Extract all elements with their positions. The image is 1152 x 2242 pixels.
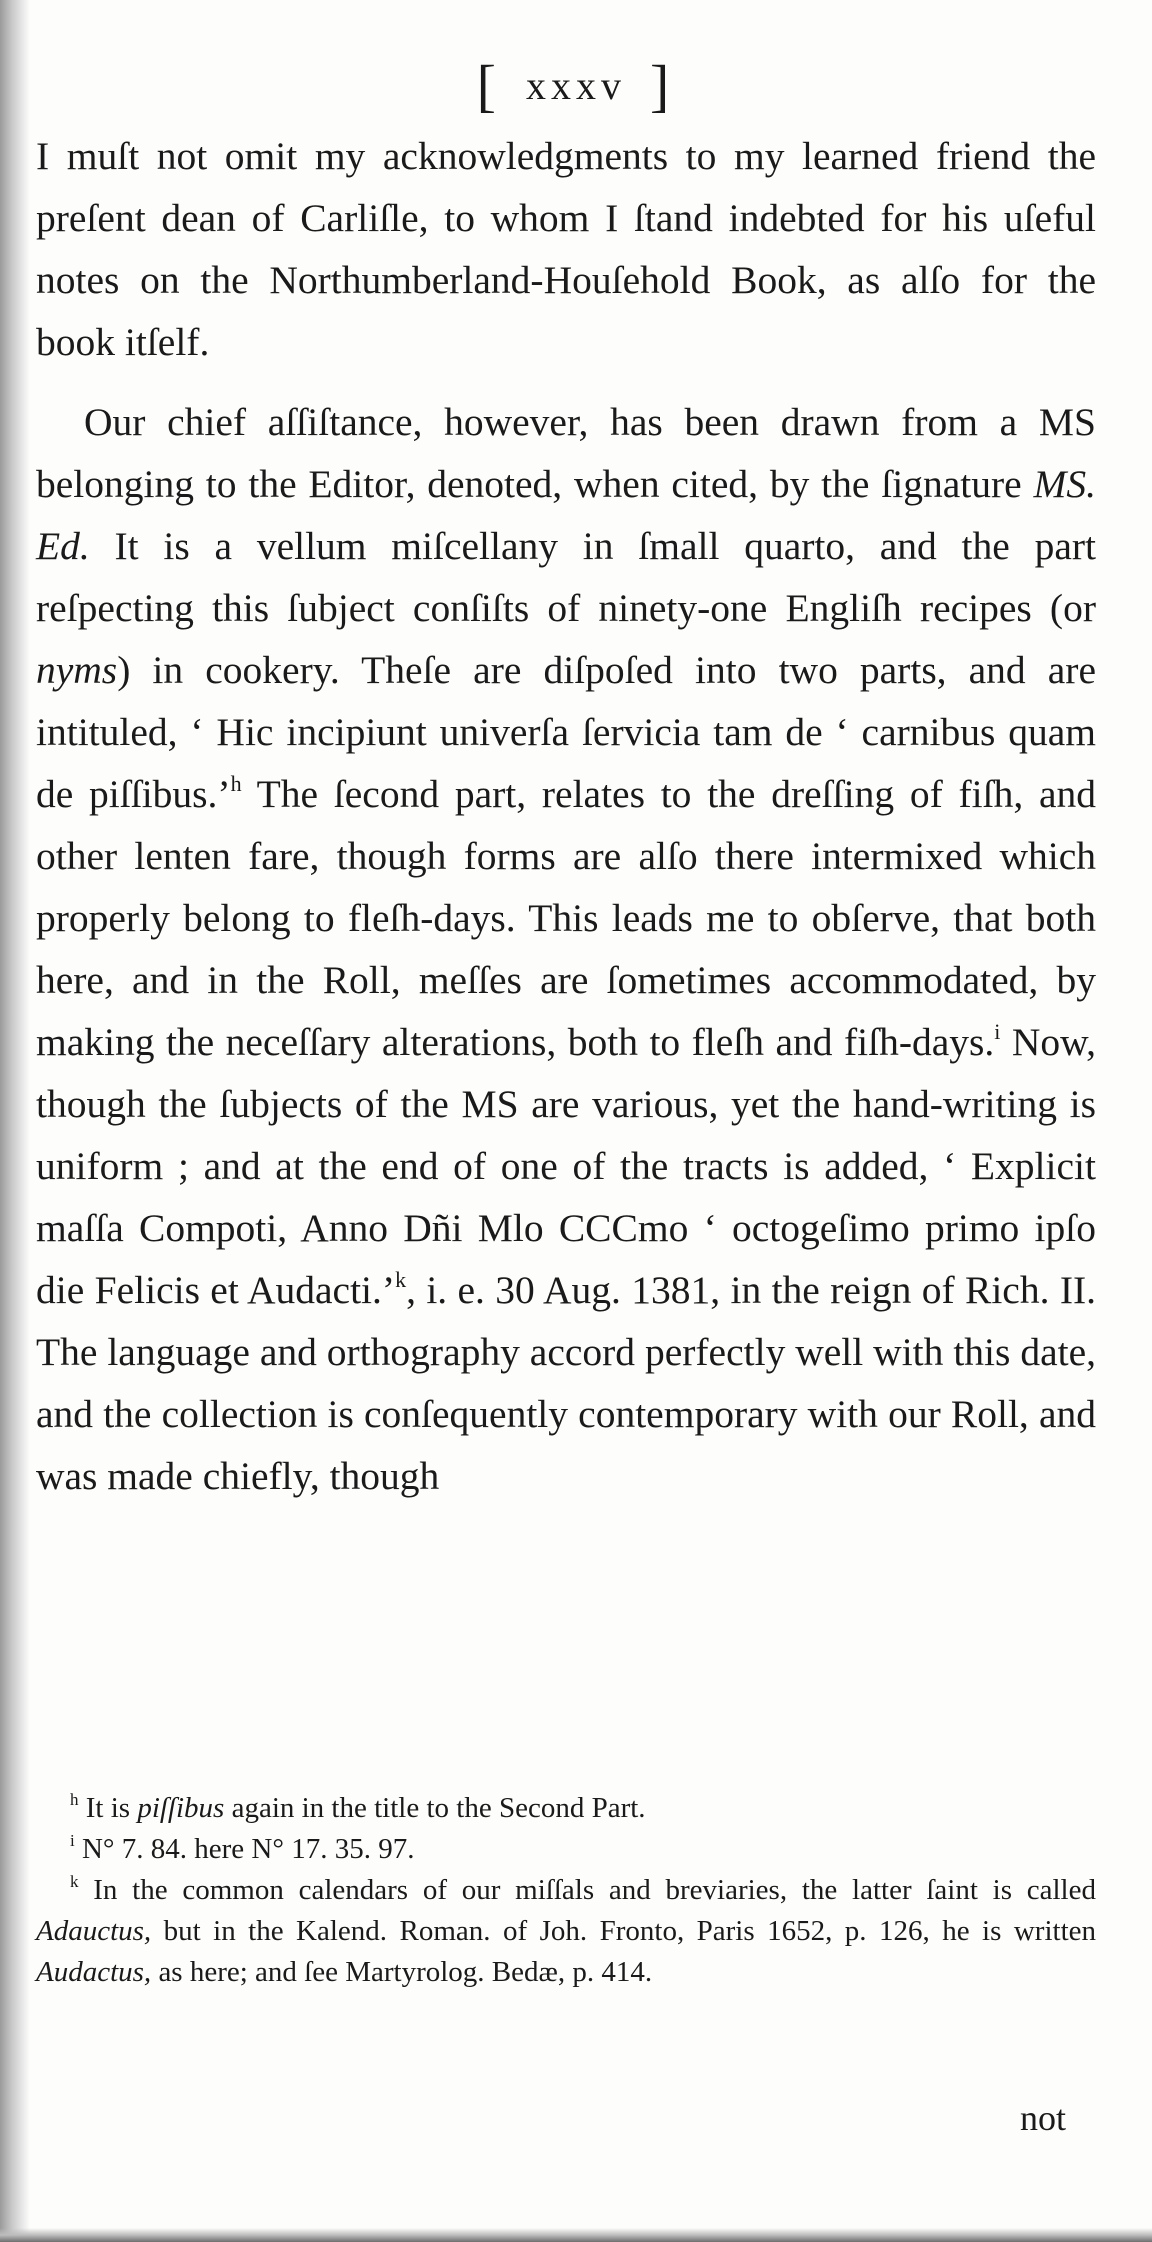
footnote-ref-h: h (230, 771, 242, 796)
footnotes (36, 1788, 1096, 1993)
para2-text-4: The ſecond part, relates to the dreſſing of fiſh, and other lenten fare, though forms are alſo there intermixed which properly belong to fleſh-days. This leads me to obſerve, that both here, and in the Roll, meſſes are ſometimes accommodated, by making the neceſſary alterations, both to fleſh and fiſh-days. (36, 772, 1096, 1064)
footnote-k-text-2: but in the Kalend. Roman. of Joh. Fronto, Paris 1652, p. 126, he is written (151, 1915, 1096, 1947)
footnote-ref-k: k (395, 1267, 407, 1292)
footnote-k-text-3: as here; and ſee Martyrolog. Bedæ, p. 414. (151, 1956, 653, 1988)
para2-text-6: , i. e. 30 Aug. 1381, in the reign of Rich. II. The language and orthography accord perfectly well with this date, and the collection is conſequently contemporary with our Roll, and was made chiefly, though (36, 1268, 1097, 1498)
page-number: xxxv (526, 63, 626, 108)
paragraph-acknowledgments: I muſt not omit my acknowledgments to my learned friend the preſent dean of Carliſle, to whom I ſtand indebted for his uſeful notes on the Northumberland-Houſehold Book, as alſo for the book itſelf. (36, 134, 1096, 364)
footnote-mark-h: h (70, 1790, 79, 1809)
footnote-h-text-1: It is (78, 1792, 138, 1824)
term-nyms: nyms (36, 648, 118, 692)
para2-text-1: Our chief aſſiſtance, however, has been drawn from a MS belonging to the Editor, denoted, when cited, by the ſignature (36, 400, 1096, 506)
running-head-close-bracket: ] (650, 53, 676, 118)
footnote-h-text-2: again in the title to the Second Part. (224, 1792, 646, 1824)
page-binding-shadow (0, 0, 30, 2242)
para2-text-5: Now, though the ſubjects of the MS are various, yet the hand-writing is uniform ; and at the end of one of the tracts is added, ‘ Explicit maſſa Compoti, Anno Dñi Mlo CCCmo ‘ octogeſimo primo ipſo die Felicis et Audacti.’ (36, 1020, 1096, 1312)
footnote-i-text: N° 7. 84. here N° 17. 35. 97. (74, 1833, 415, 1865)
running-head (0, 52, 1152, 119)
footnote-mark-i: i (70, 1831, 75, 1850)
footnote-k-text-1: In the common calendars of our miſſals and breviaries, the latter ſaint is called (78, 1874, 1096, 1906)
page-bottom-shadow (0, 2228, 1152, 2242)
para2-text-2: It is a vellum miſcellany in ſmall quarto, and the part reſpecting this ſubject conſiſts of ninety-one Engliſh recipes (or (36, 524, 1096, 630)
footnote-mark-k: k (70, 1872, 79, 1891)
footnote-k-italic-2: Audactus, (36, 1956, 152, 1988)
catchword: not (1020, 2098, 1067, 2138)
body-text (36, 125, 1096, 1507)
paragraph-manuscript (36, 391, 1096, 1507)
footnote-h (36, 1788, 1096, 1829)
footnote-i (36, 1829, 1096, 1870)
running-head-open-bracket: [ (476, 53, 502, 118)
footnote-h-italic: piſſibus (137, 1792, 225, 1824)
signature-ms-ed: MS. Ed. (36, 462, 1096, 568)
para2-text-3: ) in cookery. Theſe are diſpoſed into two parts, and are intituled, ‘ Hic incipiunt univerſa ſervicia tam de ‘ carnibus quam de piſſibus.’ (36, 648, 1096, 816)
footnote-k-italic-1: Adauctus, (36, 1915, 152, 1947)
footnote-ref-i: i (994, 1019, 1001, 1044)
footnote-k (36, 1870, 1096, 1993)
